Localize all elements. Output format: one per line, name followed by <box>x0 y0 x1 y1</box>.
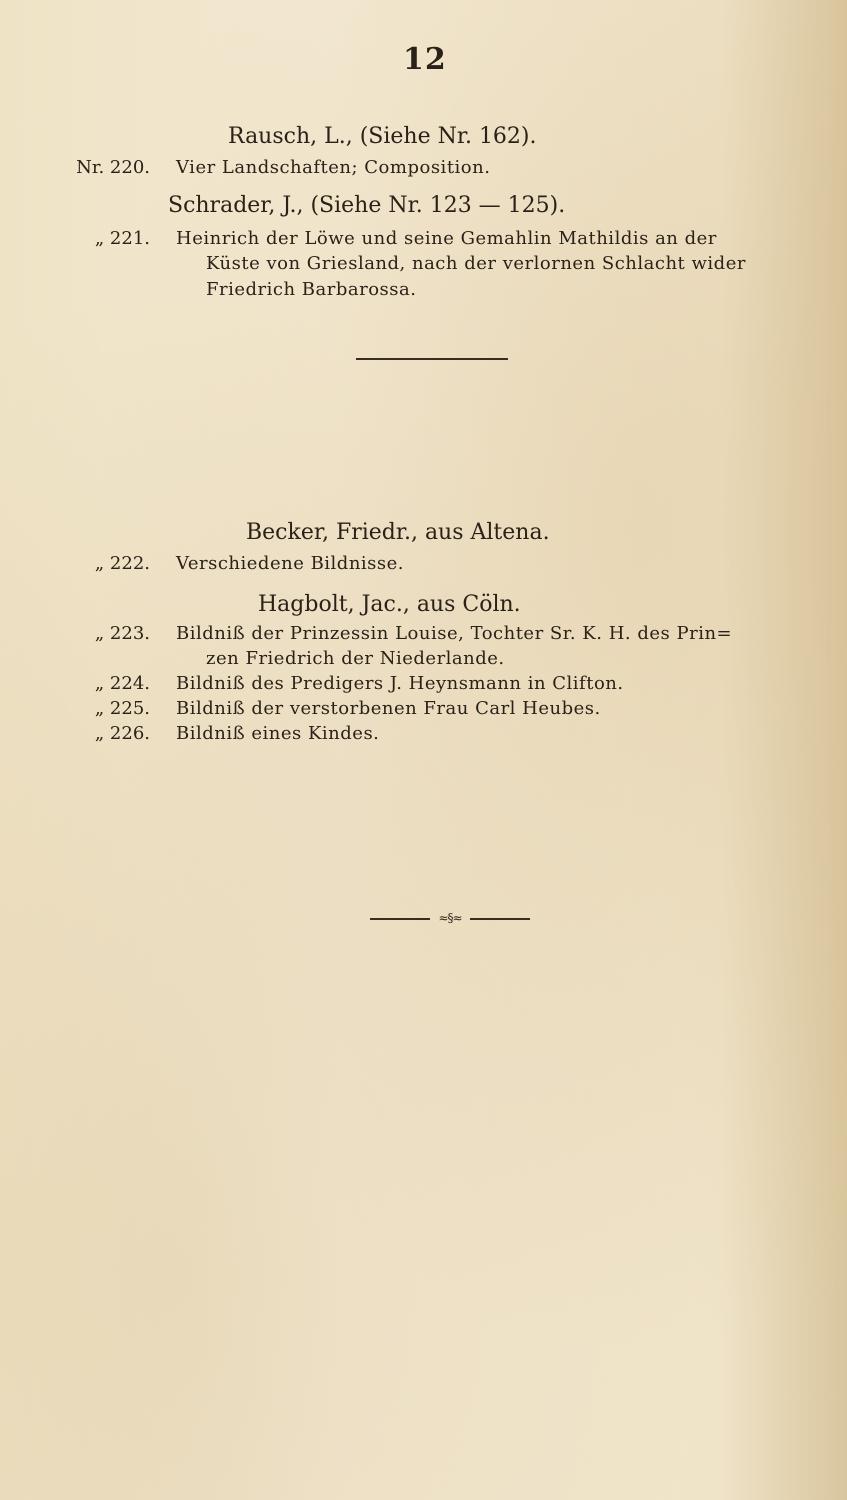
entry-text-continuation: Friedrich Barbarossa. <box>206 279 417 300</box>
entry-text-continuation: Küste von Griesland, nach der verlornen Schlacht wider <box>206 253 746 274</box>
ornament-center: ≈§≈ <box>438 911 462 925</box>
entry-text: Bildniß der Prinzessin Louise, Tochter Sr. K. H. des Prin= <box>176 623 733 644</box>
entry-number: „ 221. <box>94 228 150 249</box>
entry-text: Bildniß eines Kindes. <box>176 723 380 744</box>
ornament-line-right <box>470 918 530 920</box>
entry-text-continuation: zen Friedrich der Niederlande. <box>206 648 505 669</box>
artist-heading-becker: Becker, Friedr., aus Altena. <box>246 520 550 545</box>
entry-number: Nr. 220. <box>76 157 150 178</box>
entry-text: Vier Landschaften; Composition. <box>176 157 491 178</box>
end-ornament <box>370 911 530 925</box>
entry-number: „ 222. <box>94 553 150 574</box>
entry-number: „ 223. <box>94 623 150 644</box>
ornament-line-left <box>370 918 430 920</box>
entry-number: „ 225. <box>94 698 150 719</box>
artist-heading-rausch: Rausch, L., (Siehe Nr. 162). <box>228 124 537 149</box>
entry-number: „ 224. <box>94 673 150 694</box>
entry-text: Verschiedene Bildnisse. <box>176 553 405 574</box>
entry-text: Bildniß der verstorbenen Frau Carl Heubes. <box>176 698 601 719</box>
page-number: 12 <box>403 42 447 77</box>
entry-text: Bildniß des Predigers J. Heynsmann in Clifton. <box>176 673 624 694</box>
entry-number: „ 226. <box>94 723 150 744</box>
entry-text: Heinrich der Löwe und seine Gemahlin Mathildis an der <box>176 228 717 249</box>
artist-heading-hagbolt: Hagbolt, Jac., aus Cöln. <box>258 592 521 617</box>
artist-heading-schrader: Schrader, J., (Siehe Nr. 123 — 125). <box>168 193 566 218</box>
section-divider <box>356 358 508 360</box>
